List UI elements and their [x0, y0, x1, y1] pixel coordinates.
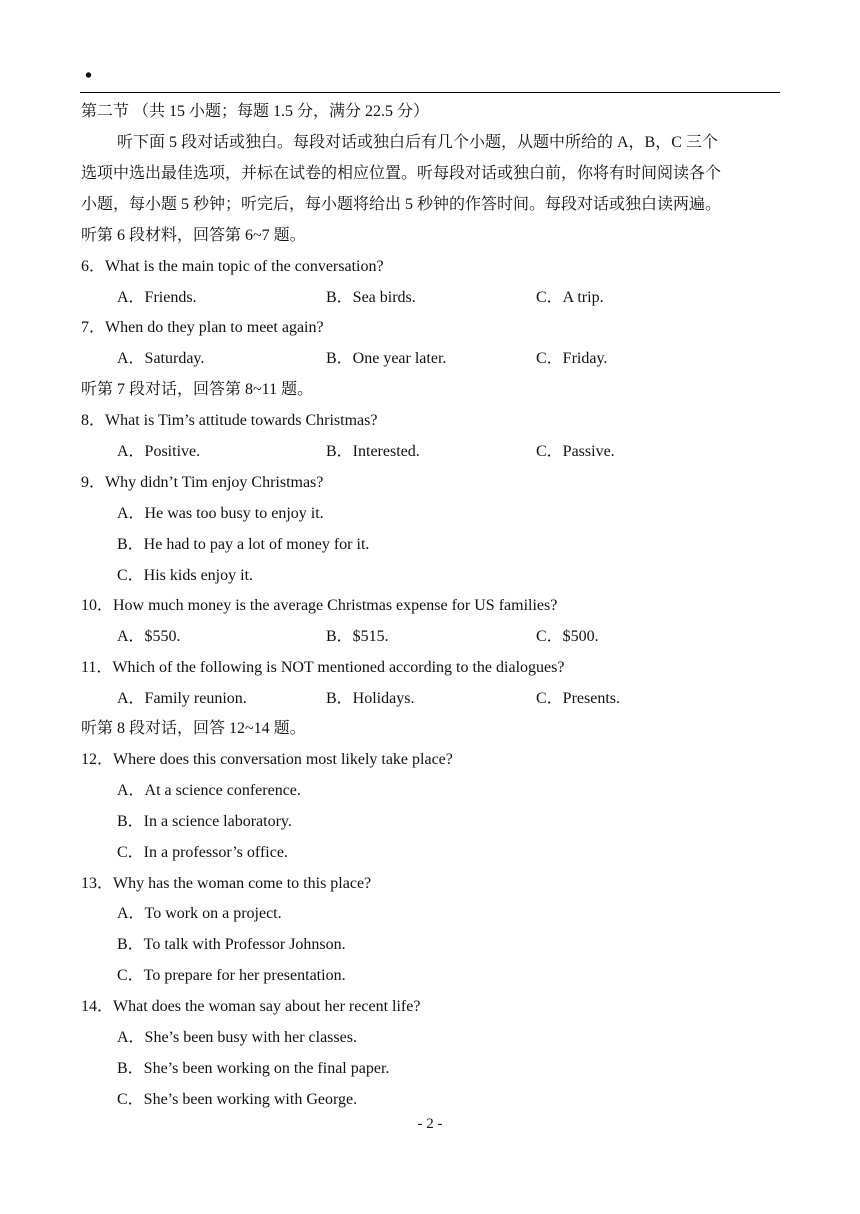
header-mark: •	[85, 65, 93, 87]
page-number: - 2 -	[417, 1116, 443, 1132]
question-stem: 14．What does the woman say about her recent life?	[81, 998, 421, 1015]
option-a: A．She’s been busy with her classes.	[117, 1029, 357, 1046]
instruction-line: 听下面 5 段对话或独白。每段对话或独白后有几个小题，从题中所给的 A，B，C 三个	[117, 134, 718, 151]
option-c: C．Passive.	[536, 443, 615, 460]
option-b: B．Holidays.	[326, 690, 415, 707]
option-c: C．Friday.	[536, 350, 608, 367]
option-c: C．Presents.	[536, 690, 621, 707]
header-rule	[80, 92, 780, 93]
option-a: A．Saturday.	[117, 350, 205, 367]
option-c: C．$500.	[536, 628, 599, 645]
option-c: C．She’s been working with George.	[117, 1091, 358, 1108]
option-a: A．To work on a project.	[117, 905, 282, 922]
question-stem: 13．Why has the woman come to this place?	[81, 875, 372, 892]
option-b: B．One year later.	[326, 350, 447, 367]
group-intro: 听第 7 段对话，回答第 8~11 题。	[81, 381, 314, 398]
option-c: C．A trip.	[536, 289, 604, 306]
option-a: A．Friends.	[117, 289, 197, 306]
option-b: B．In a science laboratory.	[117, 813, 292, 830]
question-stem: 12．Where does this conversation most likely take place?	[81, 751, 453, 768]
option-c: C．To prepare for her presentation.	[117, 967, 346, 984]
question-stem: 11．Which of the following is NOT mentioned according to the dialogues?	[81, 659, 565, 676]
question-stem: 6．What is the main topic of the conversation?	[81, 258, 384, 275]
option-b: B．Sea birds.	[326, 289, 416, 306]
option-c: C．In a professor’s office.	[117, 844, 288, 861]
option-c: C．His kids enjoy it.	[117, 567, 254, 584]
instruction-line: 选项中选出最佳选项，并标在试卷的相应位置。听每段对话或独白前，你将有时间阅读各个	[81, 165, 722, 182]
group-intro: 听第 6 段材料，回答第 6~7 题。	[81, 227, 306, 244]
option-b: B．$515.	[326, 628, 389, 645]
option-a: A．Family reunion.	[117, 690, 247, 707]
question-stem: 10．How much money is the average Christmas expense for US families?	[81, 597, 558, 614]
option-b: B．She’s been working on the final paper.	[117, 1060, 390, 1077]
group-intro: 听第 8 段对话，回答 12~14 题。	[81, 720, 306, 737]
option-b: B．Interested.	[326, 443, 420, 460]
option-a: A．Positive.	[117, 443, 201, 460]
option-a: A．$550.	[117, 628, 181, 645]
option-b: B．To talk with Professor Johnson.	[117, 936, 346, 953]
option-a: A．He was too busy to enjoy it.	[117, 505, 324, 522]
section-title: 第二节 （共 15 小题；每题 1.5 分，满分 22.5 分）	[81, 103, 430, 120]
option-b: B．He had to pay a lot of money for it.	[117, 536, 370, 553]
question-stem: 9．Why didn’t Tim enjoy Christmas?	[81, 474, 324, 491]
instruction-line: 小题，每小题 5 秒钟；听完后，每小题将给出 5 秒钟的作答时间。每段对话或独白读两遍。	[81, 196, 722, 213]
question-stem: 8．What is Tim’s attitude towards Christmas?	[81, 412, 378, 429]
option-a: A．At a science conference.	[117, 782, 301, 799]
question-stem: 7．When do they plan to meet again?	[81, 319, 324, 336]
